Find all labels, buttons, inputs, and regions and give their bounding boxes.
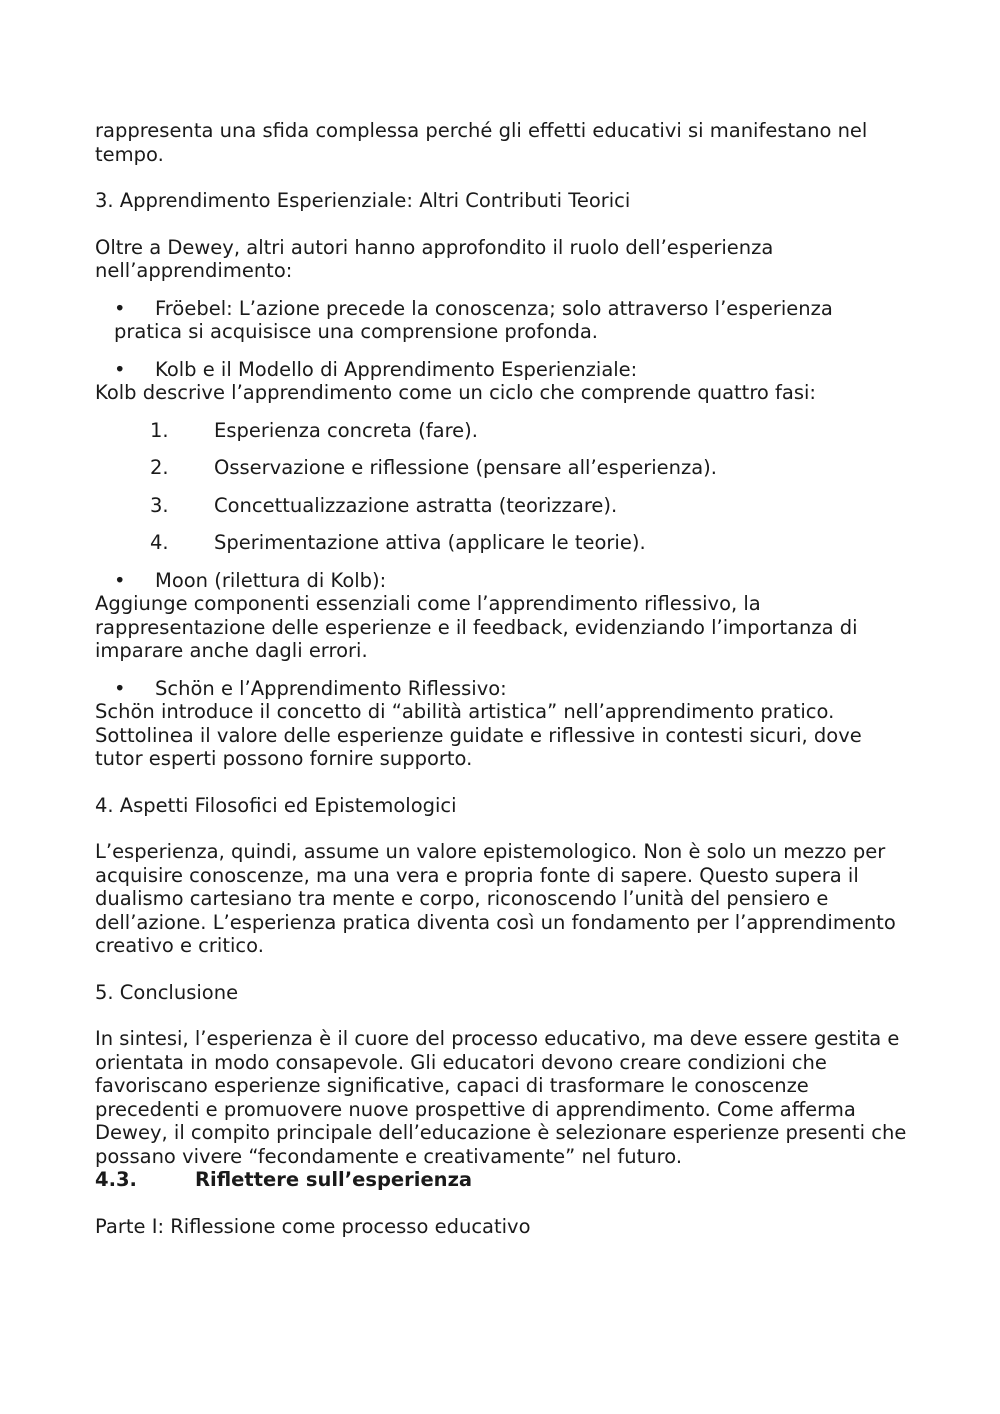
section-5-body: In sintesi, l’esperienza è il cuore del processo educativo, ma deve essere gestita e orientata in modo consapevole. Gli educatori devono creare condizioni che favoriscano esperienze significative, capaci di trasformare le conoscenze precedenti e promuovere nuove prospettive di apprendimento. Come afferma Dewey, il compito principale dell’educazione è selezionare esperienze presenti che possano vivere “fecondamente e creativamente” nel futuro. bbox=[95, 1027, 907, 1168]
bullet-icon: • bbox=[114, 357, 126, 381]
document-page bbox=[95, 119, 910, 1238]
bullet-moon bbox=[95, 569, 910, 663]
froebel-label: Fröebel: L’azione precede la conoscenza; solo attraverso l’esperienza bbox=[155, 296, 833, 320]
section-3-intro: Oltre a Dewey, altri autori hanno approfondito il ruolo dell’esperienza nell’apprendimento: bbox=[95, 235, 774, 282]
schon-description: Schön introduce il concetto di “abilità artistica” nell’apprendimento pratico. Sottolinea il valore delle esperienze guidate e riflessive in contesti sicuri, dove tutor esperti possono fornire supporto. bbox=[95, 700, 862, 770]
section-3-title: 3. Apprendimento Esperienziale: Altri Contributi Teorici bbox=[95, 189, 631, 212]
list-number: 3. bbox=[150, 493, 169, 517]
bullet-icon: • bbox=[114, 296, 126, 320]
heading-title: Riflettere sull’esperienza bbox=[195, 1168, 473, 1191]
section-5-title: 5. Conclusione bbox=[95, 980, 239, 1004]
heading-4-3 bbox=[95, 1168, 910, 1192]
schon-label: Schön e l’Apprendimento Riflessivo: bbox=[155, 676, 507, 700]
bullet-froebel bbox=[95, 297, 910, 344]
intro-tail-paragraph: rappresenta una sfida complessa perché gli effetti educativi si manifestano nel tempo. bbox=[95, 119, 868, 166]
bullet-icon: • bbox=[114, 568, 126, 592]
section-4-title: 4. Aspetti Filosofici ed Epistemologici bbox=[95, 793, 457, 817]
list-item bbox=[95, 531, 910, 555]
list-item-text: Sperimentazione attiva (applicare le teorie). bbox=[214, 531, 646, 554]
bullet-schon bbox=[95, 677, 910, 771]
heading-number: 4.3. bbox=[95, 1168, 137, 1191]
froebel-continuation: pratica si acquisisce una comprensione profonda. bbox=[114, 320, 599, 343]
list-number: 1. bbox=[150, 418, 169, 442]
kolb-label: Kolb e il Modello di Apprendimento Esperienziale: bbox=[155, 357, 638, 381]
bullet-kolb bbox=[95, 358, 910, 405]
list-item-text: Concettualizzazione astratta (teorizzare). bbox=[214, 493, 618, 517]
list-item bbox=[95, 456, 910, 480]
moon-description: Aggiunge componenti essenziali come l’apprendimento riflessivo, la rappresentazione delle esperienze e il feedback, evidenziando l’importanza di imparare anche dagli errori. bbox=[95, 592, 858, 662]
list-number: 2. bbox=[150, 456, 169, 479]
kolb-phases-list bbox=[95, 419, 910, 555]
bullet-icon: • bbox=[114, 676, 126, 700]
section-4-body: L’esperienza, quindi, assume un valore epistemologico. Non è solo un mezzo per acquisire conoscenze, ma una vera e propria fonte di sapere. Questo supera il dualismo cartesiano tra mente e corpo, riconoscendo l’unità del pensiero e dell’azione. L’esperienza pratica diventa così un fondamento per l’apprendimento creativo e critico. bbox=[95, 840, 896, 957]
list-item-text: Osservazione e riflessione (pensare all’esperienza). bbox=[214, 456, 717, 479]
list-item bbox=[95, 419, 910, 443]
kolb-description: Kolb descrive l’apprendimento come un ciclo che comprende quattro fasi: bbox=[95, 381, 816, 404]
list-item bbox=[95, 494, 910, 518]
parte-1-title: Parte I: Riflessione come processo educativo bbox=[95, 1214, 531, 1238]
moon-label: Moon (rilettura di Kolb): bbox=[155, 568, 387, 592]
list-number: 4. bbox=[150, 531, 169, 554]
list-item-text: Esperienza concreta (fare). bbox=[214, 418, 478, 442]
